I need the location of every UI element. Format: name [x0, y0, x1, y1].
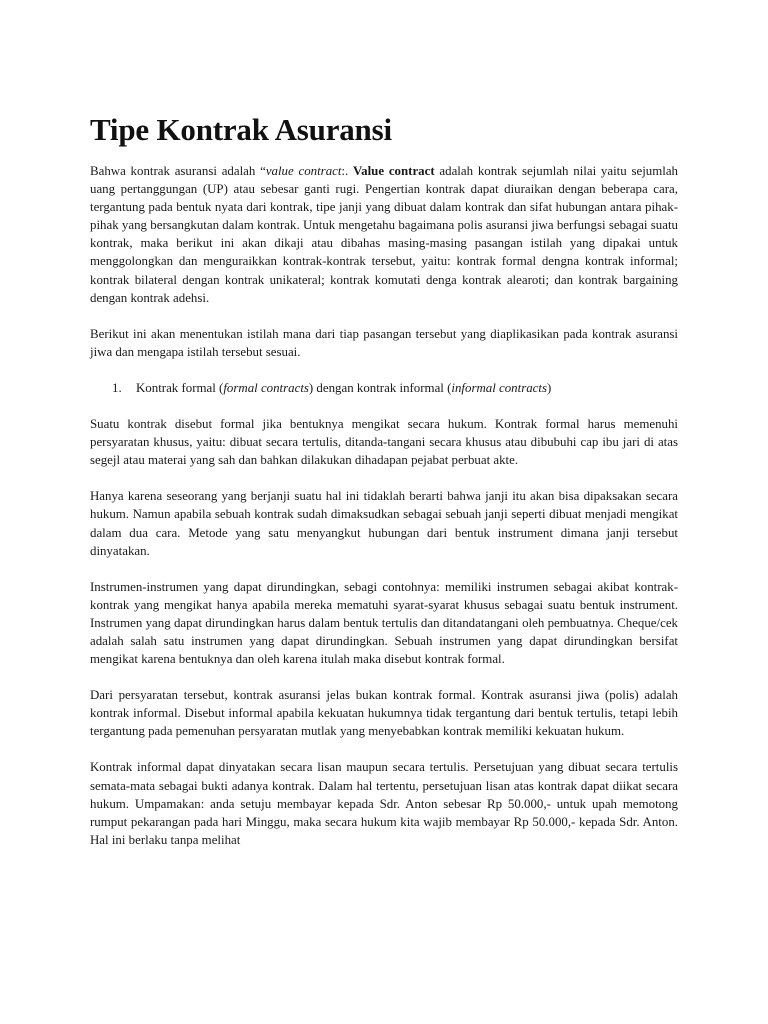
list-item-1 [90, 379, 678, 397]
intro-text-1: Bahwa kontrak asuransi adalah “ [90, 164, 266, 178]
page-title: Tipe Kontrak Asuransi [90, 112, 392, 147]
list-item-emphasis-formal: formal contracts [223, 380, 309, 395]
paragraph-6: Dari persyaratan tersebut, kontrak asuransi jelas bukan kontrak formal. Kontrak asuransi jiwa (polis) adalah kontrak informal. Disebut informal apabila kekuatan hukumnya tidak tergantung dari bentuk tertulis, tetapi lebih tergantung pada pemenuhan persyaratan mutlak yang menyebabkan kontrak memiliki kekuatan hukum. [90, 688, 678, 739]
paragraph-5: Instrumen-instrumen yang dapat dirundingkan, sebagi contohnya: memiliki instrumen sebagai akibat kontrak-kontrak yang mengikat hanya apabila mereka mematuhi syarat-syarat khusus sebagai suatu bentuk instrument. Instrumen yang dapat dirundingkan harus dalam bentuk tertulis dan ditandatangani oleh pembuatnya. Cheque/cek adalah salah satu instrumen yang dapat dirundingkan. Sebuah instrumen yang dapat dirundingkan bersifat mengikat karena bentuknya dan oleh karena itulah maka disebut kontrak formal. [90, 579, 678, 667]
intro-paragraph [90, 162, 678, 307]
intro-bold-value-contract: Value contract [353, 164, 435, 178]
paragraph-4: Hanya karena seseorang yang berjanji suatu hal ini tidaklah berarti bahwa janji itu akan bisa dipaksakan secara hukum. Namun apabila sebuah kontrak sudah dimaksudkan sebagai sebuah janji seperti dibuat menjadi mengikat dalam dua cara. Metode yang satu menyangkut hubungan dari bentuk instrument dimana janji tersebut dinyatakan. [90, 489, 678, 558]
paragraph-2: Berikut ini akan menentukan istilah mana dari tiap pasangan tersebut yang diaplikasikan pada kontrak asuransi jiwa dan mengapa istilah tersebut sesuai. [90, 326, 678, 359]
paragraph-7: Kontrak informal dapat dinyatakan secara lisan maupun secara tertulis. Persetujuan yang dibuat secara tertulis semata-mata sebagai bukti adanya kontrak. Dalam hal tertentu, persetujuan lisan atas kontrak dapat diikat secara hukum. Umpamakan: anda setuju membayar kepada Sdr. Anton sebesar Rp 50.000,- untuk upah memotong rumput pekarangan pada hari Minggu, maka secara hukum kita wajib membayar Rp 50.000,- kepada Sdr. Anton. Hal ini berlaku tanpa melihat [90, 760, 678, 847]
intro-emphasis-value-contract: value contract [265, 164, 342, 178]
list-item-text-1: Kontrak formal ( [136, 380, 224, 395]
list-item-number: 1. [112, 380, 122, 395]
list-item-emphasis-informal: informal contracts [451, 380, 547, 395]
numbered-list [90, 379, 678, 397]
paragraph-3: Suatu kontrak disebut formal jika bentuknya mengikat secara hukum. Kontrak formal harus memenuhi persyaratan khusus, yaitu: dibuat secara tertulis, ditanda-tangani secara khusus atau dibubuhi cap ibu jari di atas segejl atau materai yang sah dan bahkan dilakukan dihadapan pejabat perbuat akte. [90, 417, 678, 468]
list-item-text-3: ) [547, 380, 552, 395]
intro-text-2: :. [341, 164, 354, 178]
list-item-text-2: ) dengan kontrak informal ( [308, 380, 452, 395]
intro-text-3: adalah kontrak sejumlah nilai yaitu sejumlah uang pertanggungan (UP) atau sebesar ganti rugi. Pengertian kontrak dapat diuraikan dengan beberapa cara, tergantung pada bentuk nyata dari kontrak, tipe janji yang dibuat dalam kontrak dan sifat hubungan antara pihak-pihak yang bersangkutan dalam kontrak. Untuk mengetahu bagaimana polis asuransi jiwa berfungsi sebagai suatu kontrak, maka berikut ini akan dikaji atau dibahas masing-masing pasangan istilah yang dipakai untuk menggolongkan dan menguraikkan kontrak-kontrak tersebut, yaitu: kontrak formal dengna kontrak informal; kontrak bilateral dengan kontrak unikateral; kontrak komutati denga kontrak alearoti; dan kontrak bargaining dengan kontrak adehsi. [90, 164, 678, 305]
document-body [90, 108, 678, 867]
